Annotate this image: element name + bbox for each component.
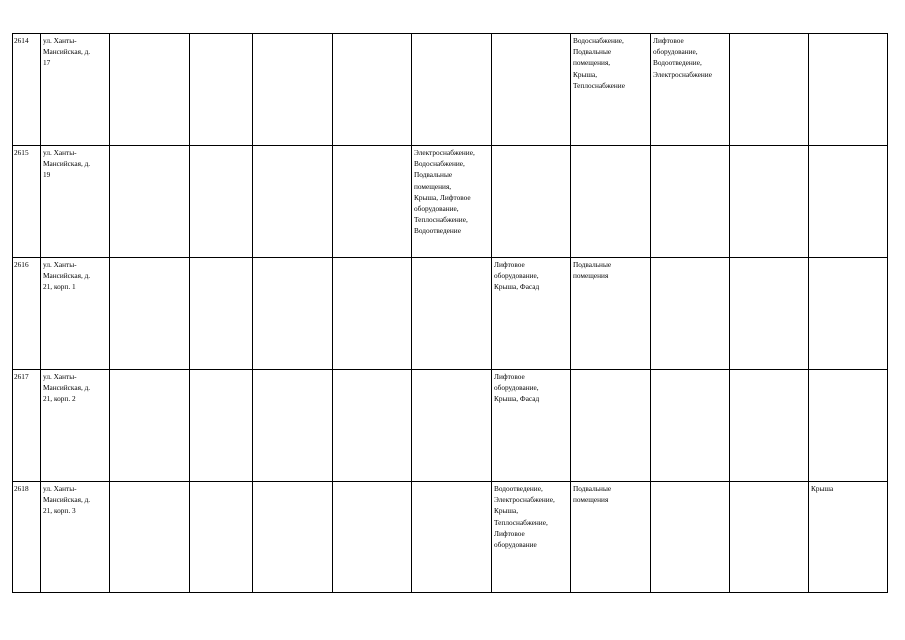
works-cell-col-6 (333, 482, 412, 593)
works-cell-col-4 (190, 370, 253, 482)
works-cell-col-3 (110, 370, 190, 482)
works-cell-col-8 (492, 146, 571, 258)
works-cell-col-5 (253, 258, 333, 370)
works-cell-col-5 (253, 34, 333, 146)
works-cell-col-7 (412, 34, 492, 146)
works-cell-col-10 (651, 146, 730, 258)
row-number-cell: 2618 (13, 482, 41, 593)
works-cell-col-10 (651, 482, 730, 593)
works-cell-col-3 (110, 482, 190, 593)
works-cell-col-6 (333, 146, 412, 258)
works-cell-col-12 (809, 34, 888, 146)
works-cell-col-9: Подвальные помещения (571, 258, 651, 370)
works-cell-col-3 (110, 34, 190, 146)
works-cell-col-4 (190, 258, 253, 370)
works-cell-col-5 (253, 482, 333, 593)
works-cell-col-7 (412, 482, 492, 593)
works-cell-col-12: Крыша (809, 482, 888, 593)
works-cell-col-3 (110, 146, 190, 258)
works-cell-col-6 (333, 258, 412, 370)
works-cell-col-8 (492, 34, 571, 146)
housing-works-table (12, 33, 888, 593)
works-cell-col-10 (651, 258, 730, 370)
works-cell-col-12 (809, 146, 888, 258)
works-cell-col-6 (333, 34, 412, 146)
row-number-cell: 2616 (13, 258, 41, 370)
table-row (13, 258, 888, 370)
address-cell: ул. Ханты- Мансийская, д. 17 (41, 34, 110, 146)
works-cell-col-8: Лифтовое оборудование, Крыша, Фасад (492, 370, 571, 482)
works-cell-col-12 (809, 370, 888, 482)
works-cell-col-4 (190, 146, 253, 258)
row-number-cell: 2615 (13, 146, 41, 258)
address-cell: ул. Ханты- Мансийская, д. 19 (41, 146, 110, 258)
works-cell-col-9 (571, 370, 651, 482)
table-row (13, 370, 888, 482)
address-cell: ул. Ханты- Мансийская, д. 21, корп. 3 (41, 482, 110, 593)
works-cell-col-10: Лифтовое оборудование, Водоотведение, Электроснабжение (651, 34, 730, 146)
works-cell-col-12 (809, 258, 888, 370)
works-cell-col-4 (190, 34, 253, 146)
works-cell-col-11 (730, 258, 809, 370)
works-cell-col-7: Электроснабжение, Водоснабжение, Подвальные помещения, Крыша, Лифтовое оборудование, Теплоснабжение, Водоотведение (412, 146, 492, 258)
table-row (13, 146, 888, 258)
works-cell-col-5 (253, 370, 333, 482)
works-cell-col-11 (730, 146, 809, 258)
works-cell-col-9: Подвальные помещения (571, 482, 651, 593)
table-row (13, 482, 888, 593)
works-cell-col-11 (730, 370, 809, 482)
works-cell-col-11 (730, 34, 809, 146)
works-cell-col-10 (651, 370, 730, 482)
address-cell: ул. Ханты- Мансийская, д. 21, корп. 2 (41, 370, 110, 482)
works-cell-col-8: Лифтовое оборудование, Крыша, Фасад (492, 258, 571, 370)
works-cell-col-8: Водоотведение, Электроснабжение, Крыша, Теплоснабжение, Лифтовое оборудование (492, 482, 571, 593)
works-cell-col-7 (412, 370, 492, 482)
address-cell: ул. Ханты- Мансийская, д. 21, корп. 1 (41, 258, 110, 370)
works-cell-col-3 (110, 258, 190, 370)
works-cell-col-4 (190, 482, 253, 593)
works-cell-col-5 (253, 146, 333, 258)
works-cell-col-9: Водоснабжение, Подвальные помещения, Крыша, Теплоснабжение (571, 34, 651, 146)
works-cell-col-9 (571, 146, 651, 258)
row-number-cell: 2614 (13, 34, 41, 146)
works-cell-col-7 (412, 258, 492, 370)
works-cell-col-6 (333, 370, 412, 482)
table-row (13, 34, 888, 146)
row-number-cell: 2617 (13, 370, 41, 482)
works-cell-col-11 (730, 482, 809, 593)
